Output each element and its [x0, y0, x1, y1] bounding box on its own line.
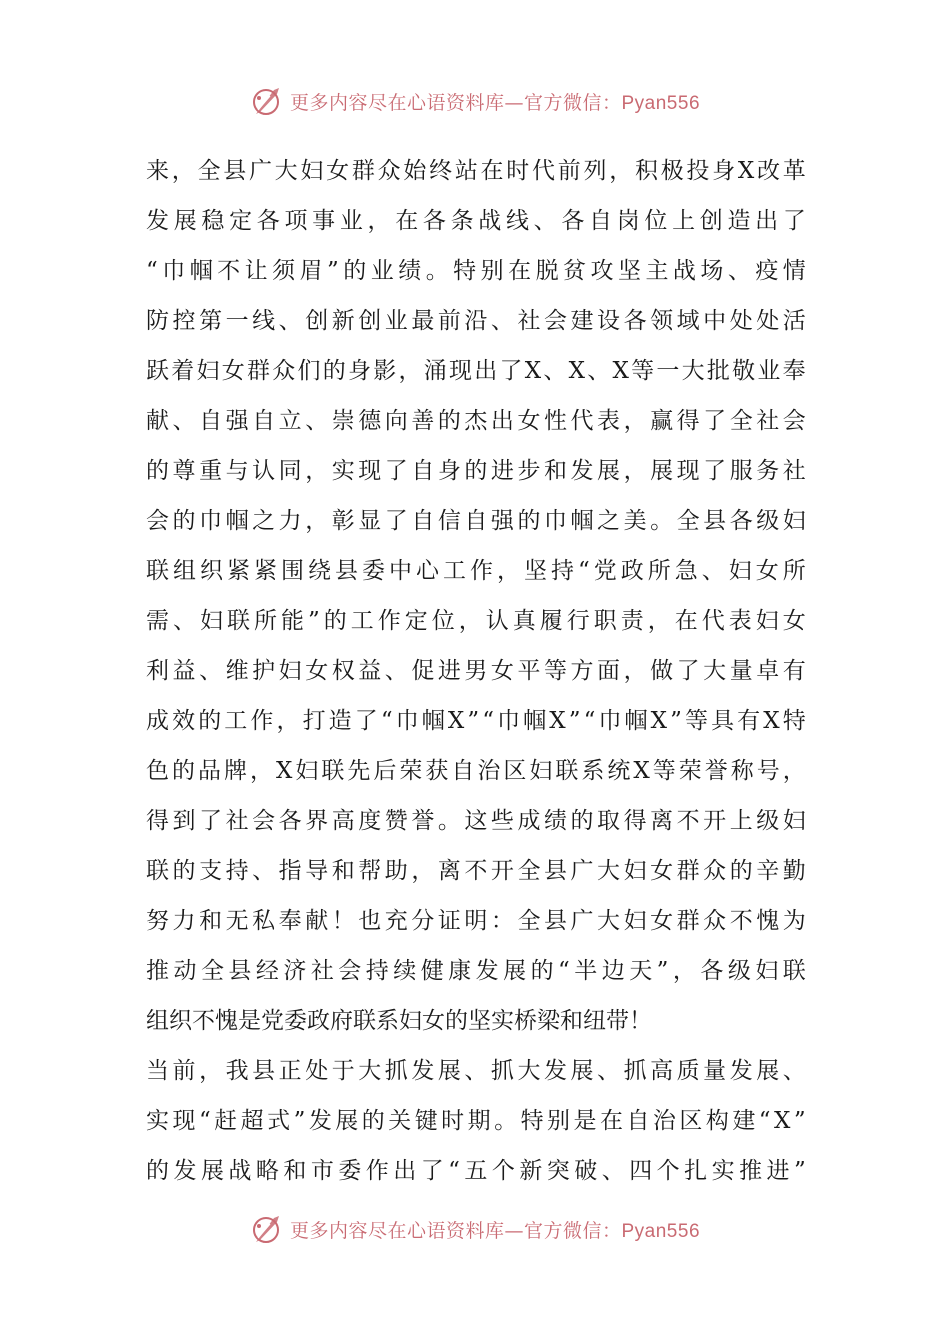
header-dash: — — [504, 91, 524, 114]
header-wechat-label: 官方微信： — [523, 91, 622, 114]
text-line: 推 动 全 县 经 济 社 会 持 续 健 康 发 展 的 “ 半 边 天 ” ， 各 级 妇 联 — [146, 958, 806, 984]
text-line: 来 ， 全 县 广 大 妇 女 群 众 始 终 站 在 时 代 前 列 ， 积 极 投 身 X 改 革 — [146, 158, 806, 184]
text-line: 当 前 ， 我 县 正 处 于 大 抓 发 展 、 抓 大 发 展 、 抓 高 质 量 发 展 、 — [146, 1058, 806, 1084]
header-watermark — [0, 84, 950, 118]
text-line: 利 益 、 维 护 妇 女 权 益 、 促 进 男 女 平 等 方 面 ， 做 了 大 量 卓 有 — [146, 658, 806, 684]
footer-site-name: 更多内容尽在心语资料库 — [289, 1219, 505, 1242]
quill-logo-icon — [250, 1212, 284, 1246]
text-line: 色 的 品 牌 ， X 妇 联 先 后 荣 获 自 治 区 妇 联 系 统 X 等 荣 誉 称 号 ， — [146, 758, 806, 784]
text-line: 联 组 织 紧 紧 围 绕 县 委 中 心 工 作 ， 坚 持 “ 党 政 所 急 、 妇 女 所 — [146, 558, 806, 584]
footer-wechat-id: Pyan556 — [621, 1220, 701, 1242]
text-line: 得 到 了 社 会 各 界 高 度 赞 誉 。 这 些 成 绩 的 取 得 离 不 开 上 级 妇 — [146, 808, 806, 834]
footer-wechat-label: 官方微信： — [523, 1219, 622, 1242]
text-line: 献 、 自 强 自 立 、 崇 德 向 善 的 杰 出 女 性 代 表 ， 赢 得 了 全 社 会 — [146, 408, 806, 434]
footer-watermark-inner — [250, 1212, 700, 1246]
text-line: 需 、 妇 联 所 能 ” 的 工 作 定 位 ， 认 真 履 行 职 责 ， 在 代 表 妇 女 — [146, 608, 806, 634]
text-line: 的 尊 重 与 认 同 ， 实 现 了 自 身 的 进 步 和 发 展 ， 展 现 了 服 务 社 — [146, 458, 806, 484]
footer-watermark — [0, 1212, 950, 1246]
footer-dash: — — [504, 1219, 524, 1242]
document-body — [146, 146, 806, 1196]
text-line: 会 的 巾 帼 之 力 ， 彰 显 了 自 信 自 强 的 巾 帼 之 美 。 全 县 各 级 妇 — [146, 508, 806, 534]
text-line: 成 效 的 工 作 ， 打 造 了 “ 巾 帼 X ” “ 巾 帼 X ” “ 巾 帼 X ” 等 具 有 X 特 — [146, 708, 806, 734]
text-line: 跃 着 妇 女 群 众 们 的 身 影 ， 涌 现 出 了 X 、 X 、 X 等 一 大 批 敬 业 奉 — [146, 358, 806, 384]
text-line: 的 发 展 战 略 和 市 委 作 出 了 “ 五 个 新 突 破 、 四 个 扎 实 推 进 ” — [146, 1158, 806, 1184]
text-line: 防 控 第 一 线 、 创 新 创 业 最 前 沿 、 社 会 建 设 各 领 域 中 处 处 活 — [146, 308, 806, 334]
footer-watermark-text — [290, 1216, 700, 1243]
text-line: 组 织 不 愧 是 党 委 政 府 联 系 妇 女 的 坚 实 桥 梁 和 纽 带 ！ — [146, 1008, 652, 1034]
header-site-name: 更多内容尽在心语资料库 — [289, 91, 505, 114]
header-watermark-text — [290, 88, 700, 115]
header-watermark-inner — [250, 84, 700, 118]
text-line: 努 力 和 无 私 奉 献 ！ 也 充 分 证 明 ： 全 县 广 大 妇 女 群 众 不 愧 为 — [146, 908, 806, 934]
header-wechat-id: Pyan556 — [621, 92, 701, 114]
text-line: 联 的 支 持 、 指 导 和 帮 助 ， 离 不 开 全 县 广 大 妇 女 群 众 的 辛 勤 — [146, 858, 806, 884]
quill-logo-icon — [250, 84, 284, 118]
text-line: “ 巾 帼 不 让 须 眉 ” 的 业 绩 。 特 别 在 脱 贫 攻 坚 主 战 场 、 疫 情 — [146, 258, 806, 284]
text-line: 发 展 稳 定 各 项 事 业 ， 在 各 条 战 线 、 各 自 岗 位 上 创 造 出 了 — [146, 208, 806, 234]
text-line: 实 现 “ 赶 超 式 ” 发 展 的 关 键 时 期 。 特 别 是 在 自 治 区 构 建 “ X ” — [146, 1108, 806, 1134]
